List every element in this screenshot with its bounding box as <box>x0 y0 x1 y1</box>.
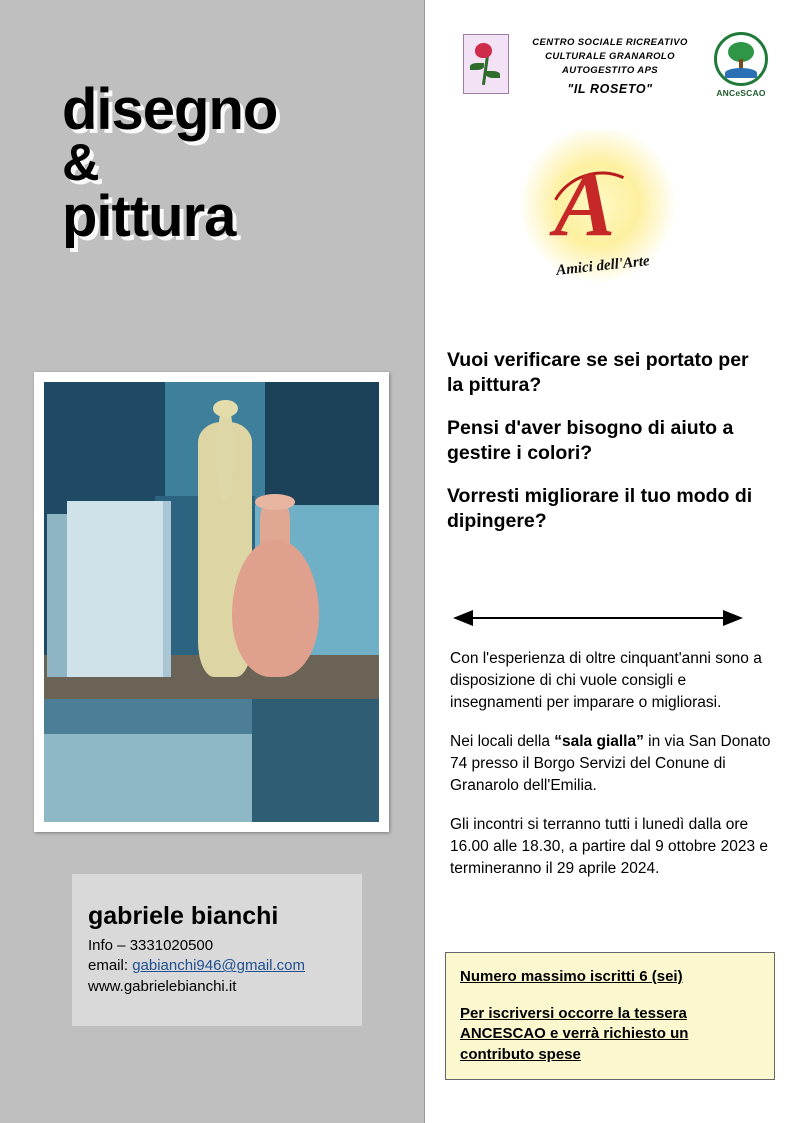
body-p2-post: in via San Donato 74 presso il Borgo Servizi del Conune di Granarolo dell'Emilia. <box>450 733 771 794</box>
notice-box <box>445 952 775 1080</box>
ancescao-logo <box>708 32 774 98</box>
body-text <box>450 648 780 897</box>
contact-name: gabriele bianchi <box>88 902 279 930</box>
tree-icon <box>714 32 768 86</box>
ancescao-label: ANCeSCAO <box>716 88 766 98</box>
association-roseto: "IL ROSETO" <box>567 82 653 97</box>
body-paragraph-1: Con l'esperienza di oltre cinquant'anni sono a disposizione di chi vuole consigli e insegnamenti per imparare o migliorasi. <box>450 650 762 711</box>
logo-caption: Amici dell'Arte <box>555 253 651 279</box>
association-header <box>463 32 773 98</box>
contact-website: www.gabrielebianchi.it <box>88 977 237 995</box>
painting-white-box <box>67 501 171 677</box>
contact-details <box>88 936 305 997</box>
contact-box <box>72 874 362 1026</box>
painting-vase-lip <box>255 494 295 509</box>
painting-frame <box>34 372 389 832</box>
poster-title <box>62 77 402 249</box>
association-name <box>515 36 705 98</box>
contact-phone: Info – 3331020500 <box>88 937 214 954</box>
rose-icon <box>463 34 509 94</box>
painting-foreground-dark <box>252 699 379 822</box>
questions-block <box>447 348 767 552</box>
painting-foreground-light <box>44 734 252 822</box>
arrow-line <box>469 617 727 619</box>
arrow-right-icon <box>723 610 743 626</box>
body-p2-bold: “sala gialla” <box>554 733 644 750</box>
contact-email-row <box>88 956 305 976</box>
title-line-1: disegno <box>62 77 278 142</box>
contact-email-link[interactable]: gabianchi946@gmail.com <box>132 957 306 975</box>
divider-arrow <box>453 608 743 628</box>
amici-dell-arte-logo <box>508 130 688 310</box>
painting-bottle-neck <box>218 404 233 501</box>
question-1: Vuoi verificare se sei portato per la pittura? <box>447 349 749 396</box>
body-paragraph-3: Gli incontri si terranno tutti i lunedì dalla ore 16.00 alle 18.30, a partire dal 9 ottobre 2023 e termineranno il 29 aprile 2024. <box>450 816 768 877</box>
contact-email-label: email: <box>88 957 133 975</box>
association-line-1: CENTRO SOCIALE RICREATIVO <box>532 37 688 48</box>
association-line-3: AUTOGESTITO APS <box>561 64 659 76</box>
notice-line-2: Per iscriversi occorre la tessera ANCESCAO e verrà richiesto un contributo spese <box>460 1004 689 1064</box>
association-line-2: CULTURALE GRANAROLO <box>545 50 675 62</box>
question-3: Vorresti migliorare il tuo modo di dipingere? <box>447 484 753 532</box>
question-2: Pensi d'aver bisogno di aiuto a gestire i colori? <box>447 416 734 464</box>
body-p2-pre: Nei locali della <box>450 733 555 750</box>
title-line-2: & <box>62 134 99 193</box>
body-paragraph-2 <box>450 731 780 797</box>
painting-image <box>44 382 379 822</box>
title-line-3: pittura <box>62 183 236 249</box>
painting-pink-vase <box>232 540 319 676</box>
right-panel <box>425 0 794 1123</box>
logo-letter: A <box>554 153 616 255</box>
notice-line-1: Numero massimo iscritti 6 (sei) <box>460 968 683 985</box>
